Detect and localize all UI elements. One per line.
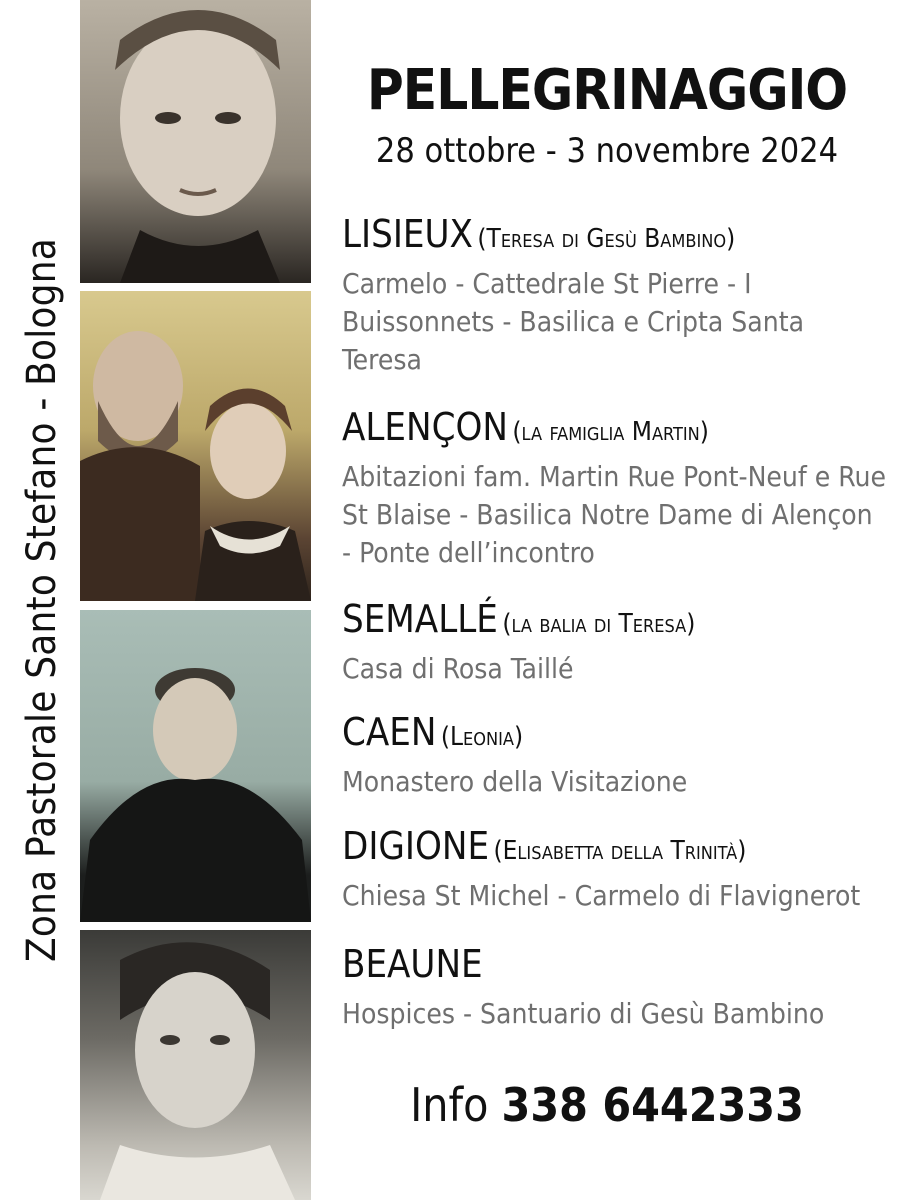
city-name: DIGIONE (342, 824, 490, 868)
destination-lisieux (342, 212, 887, 379)
city-name: SEMALLÉ (342, 597, 498, 641)
destination-alencon (342, 405, 887, 572)
info-phone: 338 6442333 (501, 1078, 804, 1132)
city-name: ALENÇON (342, 405, 508, 449)
photo-martin-couple (80, 291, 311, 601)
city-description: Monastero della Visitazione (342, 765, 688, 798)
city-name: CAEN (342, 710, 437, 754)
city-subtitle: (Teresa di Gesù Bambino) (477, 224, 736, 254)
destination-beaune (342, 942, 887, 1033)
destination-semalle (342, 597, 887, 688)
dates: 28 ottobre - 3 novembre 2024 (375, 131, 839, 171)
city-subtitle: (la famiglia Martin) (512, 417, 709, 447)
city-subtitle: (la balia di Teresa) (502, 609, 696, 639)
city-description: Casa di Rosa Taillé (342, 652, 574, 685)
photo-rosa-taille (80, 610, 311, 922)
photo-teresa-portrait (80, 0, 311, 283)
city-name: LISIEUX (342, 212, 473, 256)
city-subtitle: (Leonia) (440, 722, 524, 752)
city-description: Abitazioni fam. Martin Rue Pont-Neuf e Rue St Blaise - Basilica Notre Dame di Alençon - Ponte dell’incontro (342, 460, 886, 569)
city-description: Carmelo - Cattedrale St Pierre - I Buissonnets - Basilica e Cripta Santa Teresa (342, 267, 805, 376)
page-title: PELLEGRINAGGIO (366, 58, 848, 123)
side-label-text: Zona Pastorale Santo Stefano - Bologna (19, 238, 65, 962)
city-description: Chiesa St Michel - Carmelo di Flavignerot (342, 879, 861, 912)
side-label (10, 0, 74, 1200)
city-name: BEAUNE (342, 942, 483, 986)
photo-elisabetta (80, 930, 311, 1200)
info-contact (352, 1078, 862, 1132)
city-subtitle: (Elisabetta della Trinità) (493, 836, 747, 866)
destination-digione (342, 824, 887, 915)
city-description: Hospices - Santuario di Gesù Bambino (342, 997, 825, 1030)
info-label: Info (410, 1078, 489, 1132)
destination-caen (342, 710, 887, 801)
